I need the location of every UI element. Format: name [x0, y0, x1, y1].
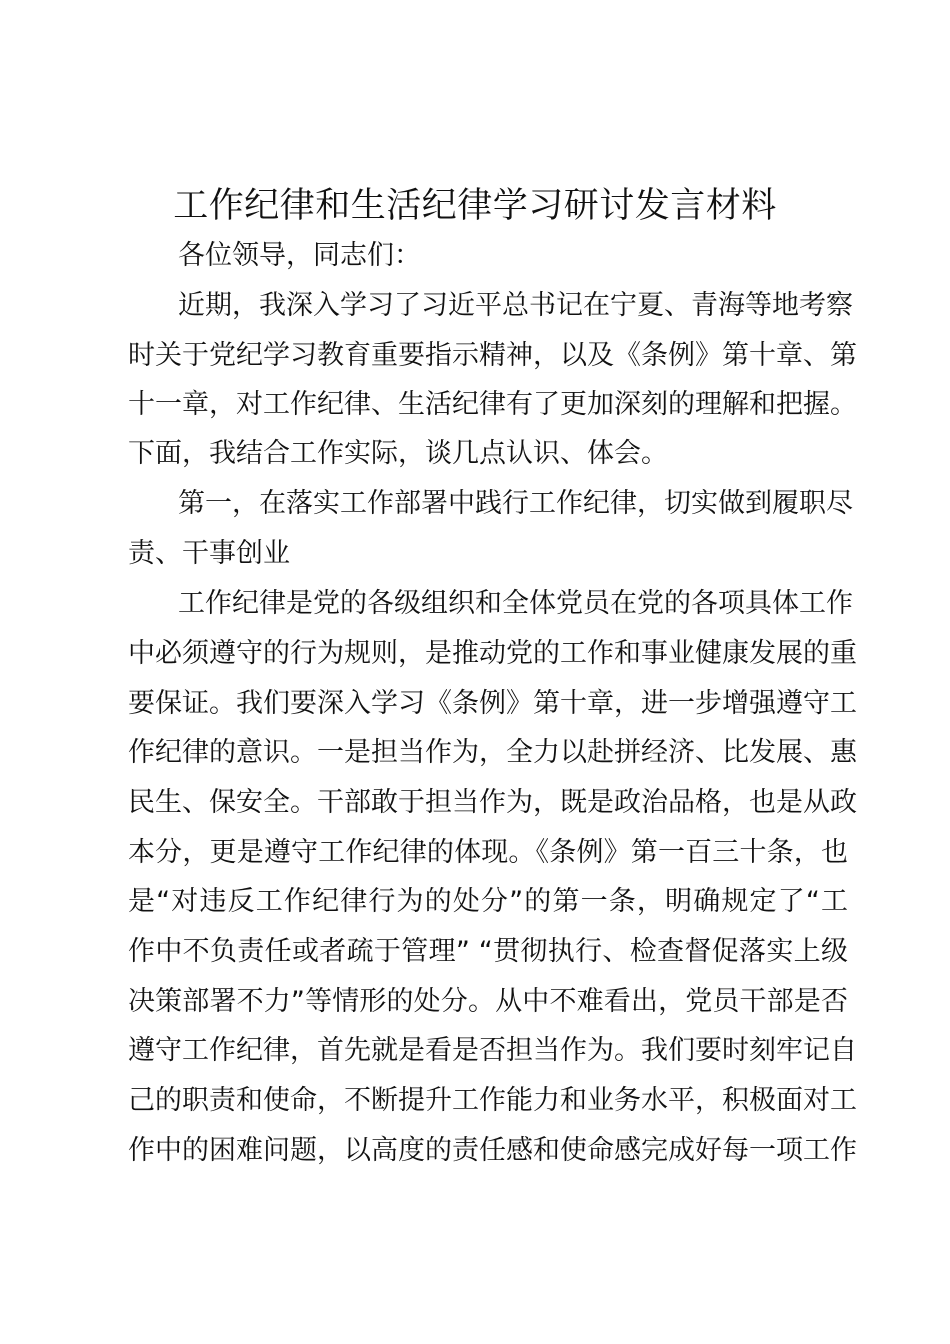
body-line: 要保证。我们要深入学习《条例》第十章，进一步增强遵守工	[128, 688, 857, 719]
body-line: 决策部署不力”等情形的处分。从中不难看出，党员干部是否	[128, 986, 848, 1017]
body-line: 作中不负责任或者疏于管理” “贯彻执行、检查督促落实上级	[128, 936, 848, 967]
section-heading-line: 责、干事创业	[128, 538, 290, 569]
body-line: 工作纪律是党的各级组织和全体党员在党的各项具体工作	[178, 588, 853, 619]
body-line: 作纪律的意识。一是担当作为，全力以赴拼经济、比发展、惠	[128, 737, 857, 768]
document-title: 工作纪律和生活纪律学习研讨发言材料	[173, 186, 777, 226]
body-line: 下面，我结合工作实际，谈几点认识、体会。	[128, 438, 668, 469]
body-line: 己的职责和使命，不断提升工作能力和业务水平，积极面对工	[128, 1085, 857, 1116]
body-line: 作中的困难问题，以高度的责任感和使命感完成好每一项工作	[128, 1135, 857, 1166]
body-line: 中必须遵守的行为规则，是推动党的工作和事业健康发展的重	[128, 638, 857, 669]
salutation-line: 各位领导，同志们：	[178, 240, 421, 271]
body-line: 本分，更是遵守工作纪律的体现。《条例》第一百三十条，也	[128, 837, 848, 868]
body-line: 是“对违反工作纪律行为的处分”的第一条，明确规定了“工	[128, 886, 848, 917]
section-heading-line: 第一，在落实工作部署中践行工作纪律，切实做到履职尽	[178, 488, 853, 519]
body-line: 十一章，对工作纪律、生活纪律有了更加深刻的理解和把握。	[128, 389, 857, 420]
body-line: 遵守工作纪律，首先就是看是否担当作为。我们要时刻牢记自	[128, 1035, 857, 1066]
body-line: 时关于党纪学习教育重要指示精神，以及《条例》第十章、第	[128, 340, 857, 371]
body-line: 近期，我深入学习了习近平总书记在宁夏、青海等地考察	[178, 290, 853, 321]
body-line: 民生、保安全。干部敢于担当作为，既是政治品格，也是从政	[128, 787, 857, 818]
